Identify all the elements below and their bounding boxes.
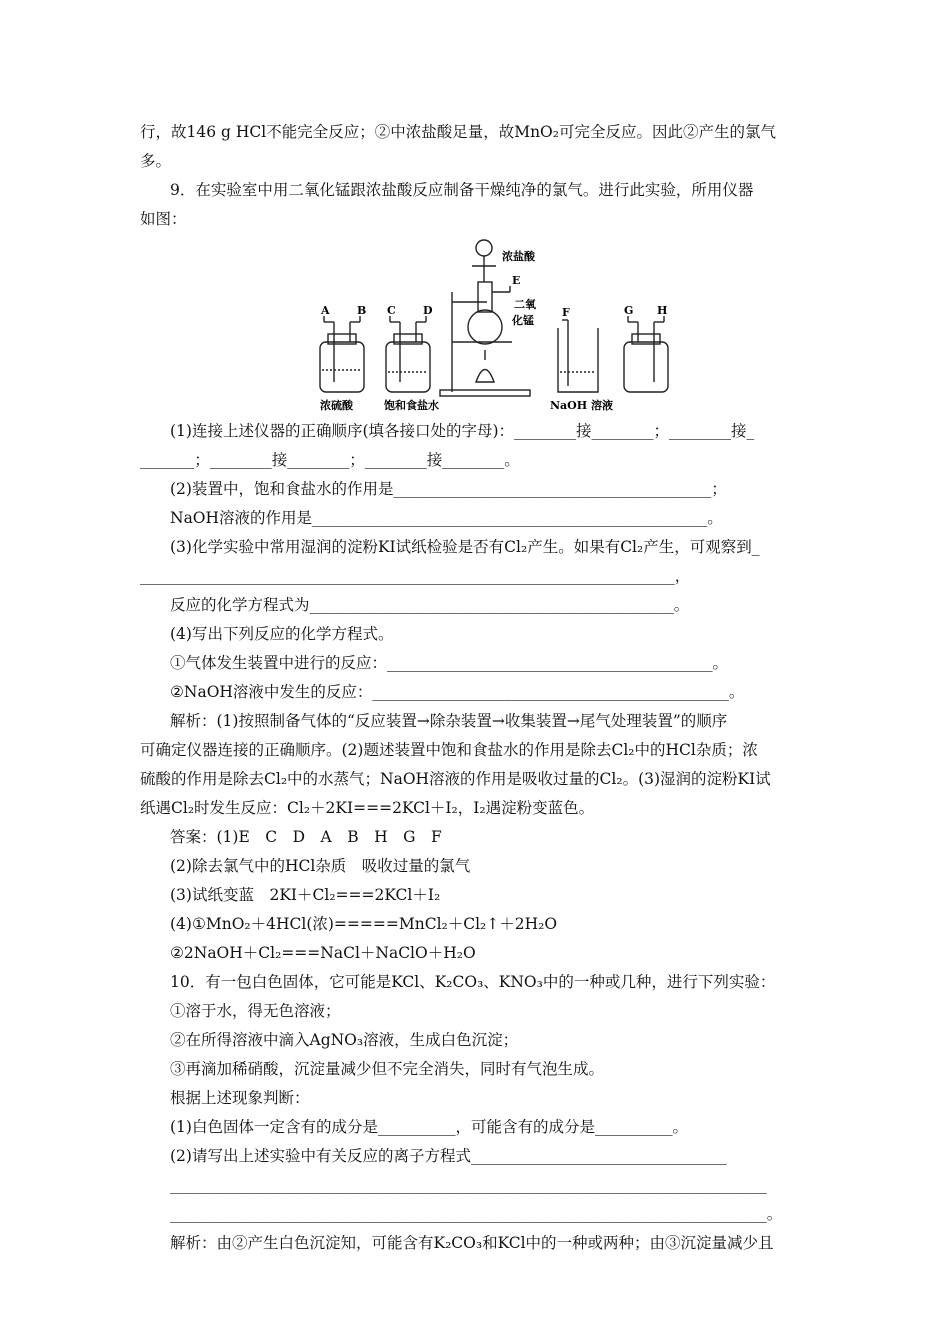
q9-part3: (3)化学实验中常用湿润的淀粉KI试纸检验是否有Cl₂产生。如果有Cl₂产生，可观察到_ (170, 538, 760, 556)
q9-part3-blank: _____________________________________________________________________， (140, 567, 691, 585)
label-g: G (624, 304, 634, 317)
q9-part1: (1)连接上述仪器的正确顺序(填各接口处的字母)：________接________；________接_ (170, 422, 755, 440)
q9-part3-eq: 反应的化学方程式为_______________________________________________。 (170, 596, 690, 614)
answer-line: (2)除去氯气中的HCl杂质 吸收过量的氯气 (170, 857, 471, 875)
text-line: 如图： (140, 210, 187, 228)
q9-part4-2: ②NaOH溶液中发生的反应：______________________________________________。 (170, 683, 745, 701)
q10-part2: (2)请写出上述实验中有关反应的离子方程式_________________________________ (170, 1147, 727, 1165)
q10-part1: (1)白色固体一定含有的成分是__________，可能含有的成分是__________。 (170, 1118, 688, 1136)
q10-step: ③再滴加稀硝酸，沉淀量减少但不完全消失，同时有气泡生成。 (170, 1060, 605, 1078)
label-a: A (321, 304, 330, 317)
question-10-line: 10．有一包白色固体，它可能是KCl、K₂CO₃、KNO₃中的一种或几种，进行下列实验： (170, 973, 776, 991)
label-conc-hcl: 浓盐酸 (502, 250, 535, 263)
label-c: C (387, 304, 396, 317)
question-9-line: 9．在实验室中用二氧化锰跟浓盐酸反应制备干燥纯净的氯气。进行此实验，所用仪器 (170, 181, 754, 199)
q10-blank: _____________________________________________________________________________。 (170, 1205, 783, 1223)
analysis-line: 硫酸的作用是除去Cl₂中的水蒸气；NaOH溶液的作用是吸收过量的Cl₂。(3)湿润的淀粉KI试 (140, 770, 771, 788)
text-line: 行，故146 g HCl不能完全反应；②中浓盐酸足量，故MnO₂可完全反应。因此②产生的氯气 (140, 123, 776, 141)
answer-line: (4)①MnO₂＋4HCl(浓)=====MnCl₂＋Cl₂↑＋2H₂O (170, 915, 558, 933)
label-f: F (562, 306, 570, 319)
label-b: B (357, 304, 367, 317)
apparatus-diagram (312, 232, 692, 414)
q10-text: 根据上述现象判断： (170, 1089, 310, 1107)
label-conc-h2so4: 浓硫酸 (320, 399, 353, 412)
label-brine: 饱和食盐水 (384, 399, 439, 412)
q10-step: ①溶于水，得无色溶液； (170, 1002, 341, 1020)
q9-part4: (4)写出下列反应的化学方程式。 (170, 625, 394, 643)
label-mno2-2: 化锰 (512, 314, 534, 327)
q9-part1-cont: _______；________接________；________接________。 (140, 451, 520, 469)
label-mno2-1: 二氧 (514, 298, 536, 311)
label-naoh: NaOH 溶液 (550, 399, 613, 412)
analysis-line: 解析：由②产生白色沉淀知，可能含有K₂CO₃和KCl中的一种或两种；由③沉淀量减少且 (170, 1234, 774, 1252)
q9-part2-naoh: NaOH溶液的作用是___________________________________________________。 (170, 509, 723, 527)
analysis-line: 纸遇Cl₂时发生反应：Cl₂＋2KI===2KCl＋I₂，I₂遇淀粉变蓝色。 (140, 799, 595, 817)
q10-blank: _____________________________________________________________________________ (170, 1176, 767, 1194)
q10-step: ②在所得溶液中滴入AgNO₃溶液，生成白色沉淀； (170, 1031, 519, 1049)
analysis-line: 可确定仪器连接的正确顺序。(2)题述装置中饱和食盐水的作用是除去Cl₂中的HCl杂质；浓 (140, 741, 758, 759)
answer-line: (3)试纸变蓝 2KI＋Cl₂===2KCl＋I₂ (170, 886, 441, 904)
label-e: E (512, 274, 521, 287)
q9-part2: (2)装置中，饱和食盐水的作用是_________________________________________； (170, 480, 727, 498)
answer-line: 答案：(1)E C D A B H G F (170, 828, 442, 846)
q9-part4-1: ①气体发生装置中进行的反应：__________________________________________。 (170, 654, 729, 672)
label-d: D (423, 304, 433, 317)
text-line: 多。 (140, 152, 172, 170)
answer-line: ②2NaOH＋Cl₂===NaCl＋NaClO＋H₂O (170, 944, 476, 962)
analysis-line: 解析：(1)按照制备气体的“反应装置→除杂装置→收集装置→尾气处理装置”的顺序 (170, 712, 728, 730)
label-h: H (657, 304, 668, 317)
